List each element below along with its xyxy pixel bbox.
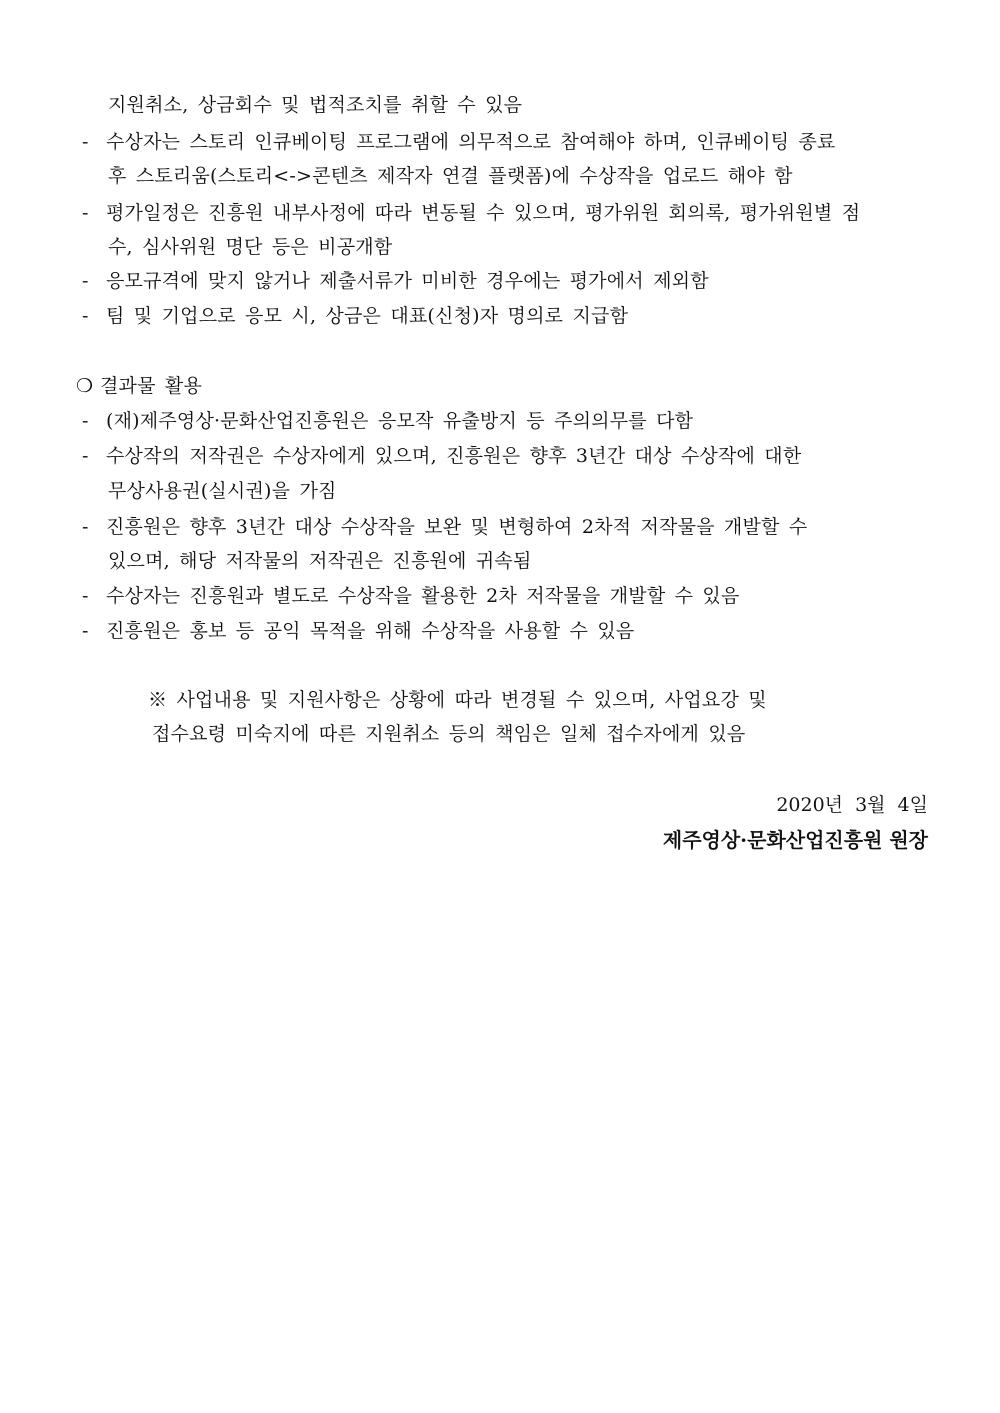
dash-marker: -	[82, 270, 89, 292]
notice-line-1: ※ 사업내용 및 지원사항은 상황에 따라 변경될 수 있으며, 사업요강 및	[148, 689, 767, 711]
list-item-winner-derivative	[82, 583, 740, 609]
dash-marker: -	[82, 202, 89, 224]
list-item-text: 평가일정은 진흥원 내부사정에 따라 변동될 수 있으며, 평가위원 회의록, 평가위원별 점	[106, 202, 861, 224]
list-item-text: 팀 및 기업으로 응모 시, 상금은 대표(신청)자 명의로 지급함	[106, 305, 629, 327]
list-item-text: 수상자는 진흥원과 별도로 수상작을 활용한 2차 저작물을 개발할 수 있음	[106, 585, 740, 607]
list-item-prize-payment	[82, 303, 628, 329]
issuer-signature: 제주영상·문화산업진흥원 원장	[662, 828, 928, 852]
document-date: 2020년 3월 4일	[776, 794, 928, 816]
dash-marker: -	[82, 131, 89, 153]
list-item-derivative	[82, 514, 807, 540]
list-item-copyright	[82, 443, 801, 469]
list-item-text: 진흥원은 향후 3년간 대상 수상작을 보완 및 변형하여 2차적 저작물을 개발할 수	[106, 516, 808, 538]
dash-marker: -	[82, 585, 89, 607]
list-item-text: 수상작의 저작권은 수상자에게 있으며, 진흥원은 향후 3년간 대상 수상작에 대한	[106, 445, 802, 467]
list-item-incubating-cont: 후 스토리움(스토리<->콘텐츠 제작자 연결 플랫폼)에 수상작을 업로드 해야 함	[108, 165, 793, 187]
list-item-text: 진흥원은 홍보 등 공익 목적을 위해 수상작을 사용할 수 있음	[106, 620, 635, 642]
notice-line-2: 접수요령 미숙지에 따른 지원취소 등의 책임은 일체 접수자에게 있음	[152, 723, 746, 745]
list-item-copyright-cont: 무상사용권(실시권)을 가짐	[108, 480, 337, 502]
list-item-schedule	[82, 200, 860, 226]
list-item-public-use	[82, 618, 634, 644]
list-item-text: (재)제주영상·문화산업진흥원은 응모작 유출방지 등 주의의무를 다함	[106, 410, 694, 432]
dash-marker: -	[82, 516, 89, 538]
dash-marker: -	[82, 305, 89, 327]
dash-marker: -	[82, 445, 89, 467]
list-item-requirements	[82, 268, 709, 294]
list-item-text: 응모규격에 맞지 않거나 제출서류가 미비한 경우에는 평가에서 제외함	[106, 270, 709, 292]
circle-bullet-icon: ❍	[76, 375, 94, 397]
dash-marker: -	[82, 620, 89, 642]
section-heading-results	[76, 373, 202, 399]
list-item-incubating	[82, 129, 836, 155]
list-item-schedule-cont: 수, 심사위원 명단 등은 비공개함	[108, 236, 393, 258]
continuation-line: 지원취소, 상금회수 및 법적조치를 취할 수 있음	[108, 94, 523, 116]
list-item-derivative-cont: 있으며, 해당 저작물의 저작권은 진흥원에 귀속됨	[108, 550, 532, 572]
list-item-text: 수상자는 스토리 인큐베이팅 프로그램에 의무적으로 참여해야 하며, 인큐베이팅 종료	[106, 131, 836, 153]
section-heading-text: 결과물 활용	[100, 375, 203, 397]
dash-marker: -	[82, 410, 89, 432]
list-item-confidentiality	[82, 408, 693, 434]
